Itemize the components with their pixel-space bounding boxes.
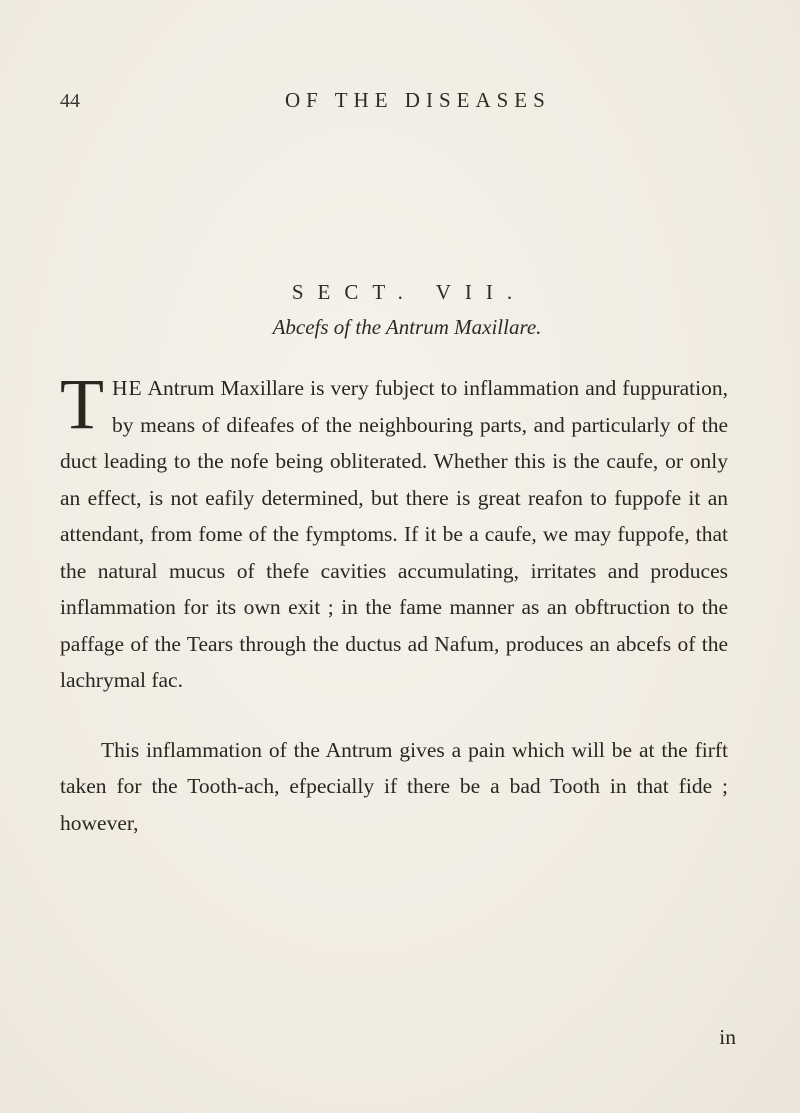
- paragraph-2-text: This inflammation of the Antrum gives a pain which will be at the firft taken for the Tooth-ach, efpecially if there be a bad Tooth in that fide ; however,: [60, 737, 728, 835]
- drop-cap: T: [60, 364, 104, 444]
- paragraph-1: [60, 364, 728, 699]
- paragraph-lead: HE: [111, 376, 143, 400]
- catchword: in: [719, 1025, 736, 1049]
- page-number: 44: [60, 90, 80, 112]
- running-head: [60, 88, 620, 122]
- running-head-title: OF THE DISEASES: [285, 88, 551, 112]
- paragraph-1-text: Antrum Maxillare is very fubject to inflammation and fuppuration, by means of difeafes of the neighbouring parts, and particularly of the duct leading to the nofe being obliterated. Whether this is the caufe, or only an effect, is not eafily determined, but there is great reafon to fuppofe it an attendant, from fome of the fymptoms. If it be a caufe, we may fuppofe, that the natural mucus of thefe cavities accumulating, irritates and produces inflammation for its own exit ; in the fame manner as an obftruction to the paffage of the Tears through the ductus ad Nafum, produces an abcefs of the lachrymal fac.: [60, 376, 728, 692]
- section-title: Abcefs of the Antrum Maxillare.: [272, 315, 542, 339]
- body-text: [60, 364, 728, 841]
- paragraph-2: [60, 732, 728, 842]
- section-heading: SECT. VII.: [291, 280, 527, 304]
